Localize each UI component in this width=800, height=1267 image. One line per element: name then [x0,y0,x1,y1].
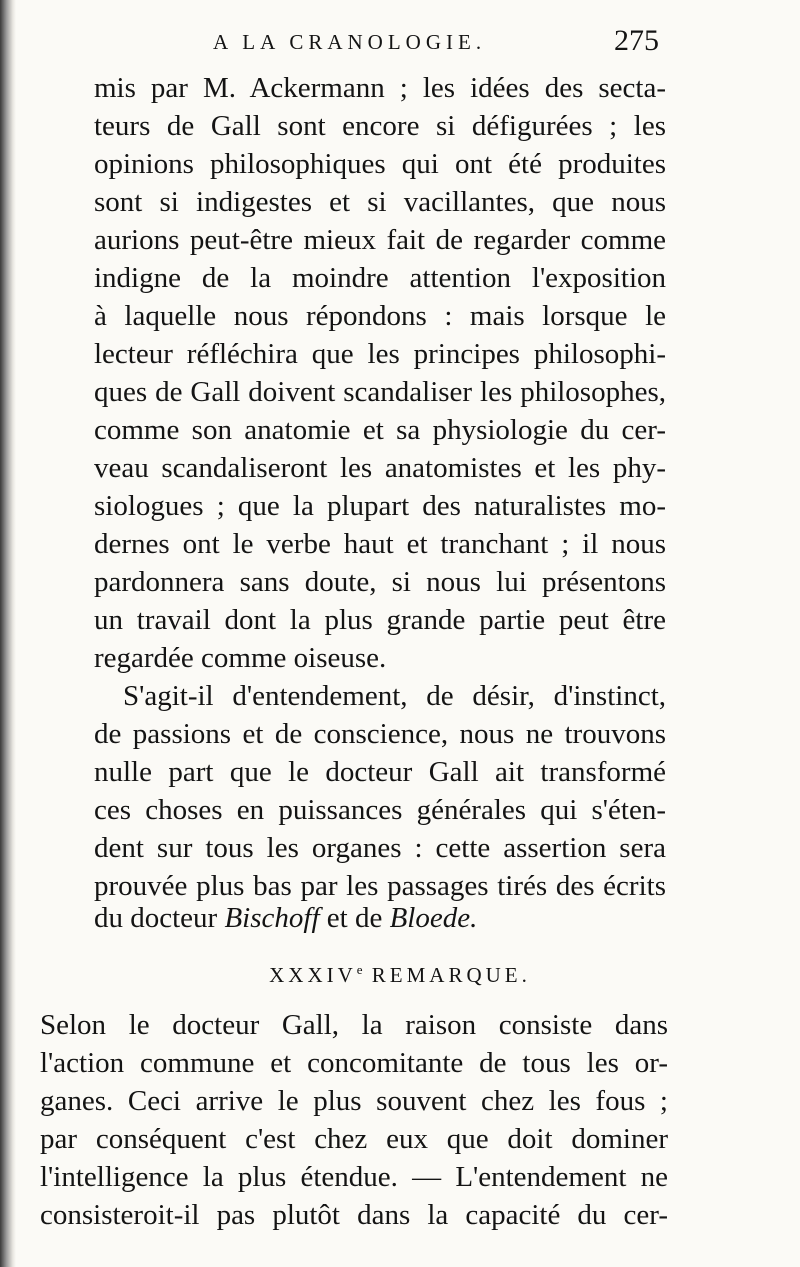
text-line: comme son anatomie et sa physiologie du cer- [94,414,666,446]
text-run: du docteur [94,902,218,934]
remark-superscript: e [356,962,363,977]
text-line: opinions philosophiques qui ont été produites [94,148,666,180]
text-line: de passions et de conscience, nous ne trouvons [94,718,666,750]
text-line: par conséquent c'est chez eux que doit dominer [40,1123,668,1155]
text-line: l'action commune et concomitante de tous les or- [40,1047,668,1079]
text-line: ces choses en puissances générales qui s'éten- [94,794,666,826]
text-line: un travail dont la plus grande partie peut être [94,604,666,636]
text-line: lecteur réfléchira que les principes philosophi- [94,338,666,370]
page-gutter-shadow [0,0,16,1267]
author-name: Bischoff [224,902,320,934]
text-line: ganes. Ceci arrive le plus souvent chez les fous ; [40,1085,668,1117]
remark-word: REMARQUE. [371,963,531,987]
remark-heading [0,962,800,988]
text-line: Selon le docteur Gall, la raison consiste dans [40,1009,668,1041]
text-line: indigne de la moindre attention l'exposition [94,262,666,294]
text-line [94,899,666,937]
page-number: 275 [614,24,659,57]
text-line: ques de Gall doivent scandaliser les philosophes, [94,376,666,408]
text-line: consisteroit-il pas plutôt dans la capacité du cer- [40,1199,668,1231]
text-line: dent sur tous les organes : cette assertion sera [94,832,666,864]
text-run: et de [326,902,383,934]
text-line: teurs de Gall sont encore si défigurées ; les [94,110,666,142]
author-name: Bloede. [389,902,478,934]
text-line: aurions peut-être mieux fait de regarder comme [94,224,666,256]
text-line: regardée comme oiseuse. [94,642,387,674]
running-head: A LA CRANOLOGIE. [213,30,487,54]
text-line: veau scandaliseront les anatomistes et les phy- [94,452,666,484]
page-header [0,26,800,66]
text-line: à laquelle nous répondons : mais lorsque le [94,300,666,332]
text-line: l'intelligence la plus étendue. — L'entendement ne [40,1161,668,1193]
text-line: siologues ; que la plupart des naturalistes mo- [94,490,666,522]
text-line: nulle part que le docteur Gall ait transformé [94,756,666,788]
text-line: S'agit-il d'entendement, de désir, d'instinct, [123,680,666,712]
text-line: prouvée plus bas par les passages tirés des écrits [94,870,666,902]
text-line: dernes ont le verbe haut et tranchant ; il nous [94,528,666,560]
text-line: pardonnera sans doute, si nous lui présentons [94,566,666,598]
text-line: sont si indigestes et si vacillantes, que nous [94,186,666,218]
remark-numeral: XXXIV [269,963,357,987]
text-line: mis par M. Ackermann ; les idées des secta- [94,72,666,104]
